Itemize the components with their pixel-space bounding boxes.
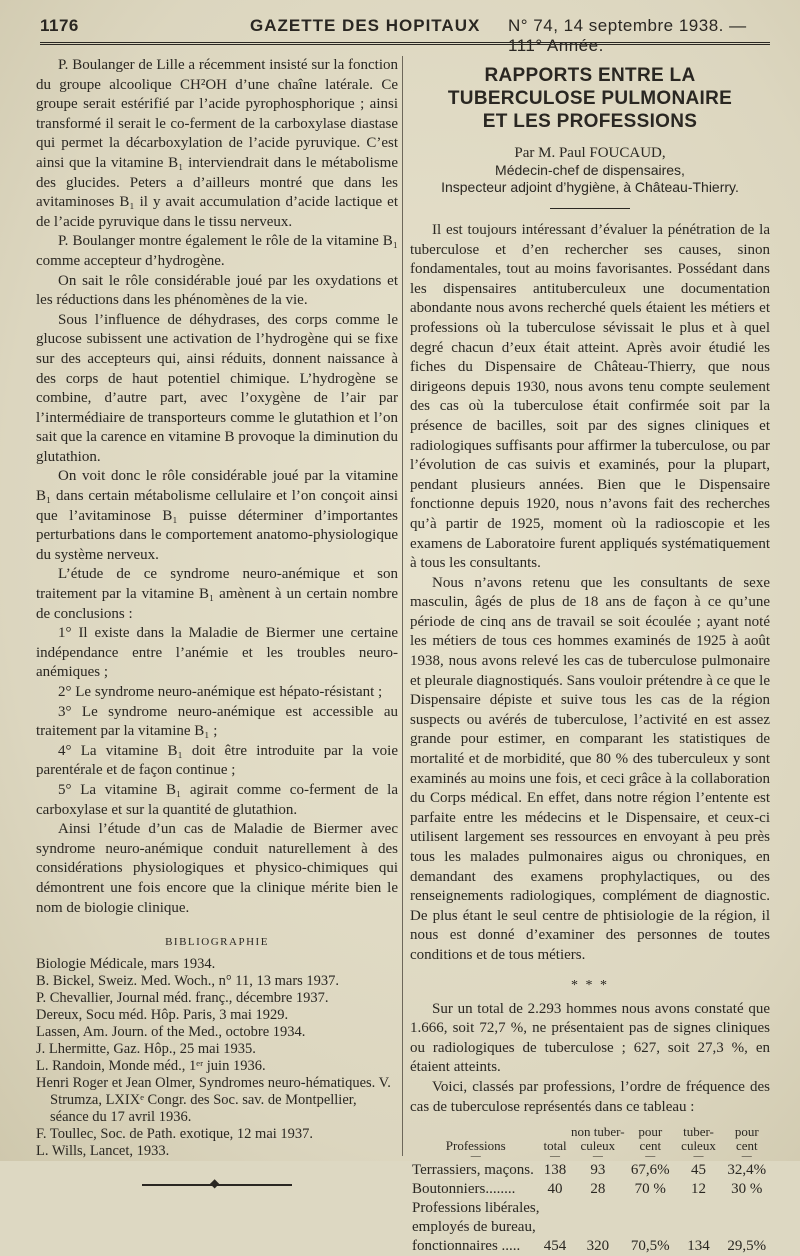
profession-table [410,1125,770,1256]
table-header-row [410,1125,770,1153]
conclusion-item: 1° Il existe dans la Maladie de Biermer une certaine indépendance entre l’anémie et les troubles neuro-anémiques ; [36,625,398,681]
table-cell: Professions libérales, [412,1200,540,1217]
table-cell: fonctionnaires ..... [412,1238,521,1255]
dash: — [693,1151,704,1163]
table-row [410,1161,770,1180]
dash: — [550,1151,561,1163]
table-cell: 45 [691,1162,706,1179]
table-header: non tuber-culeux [571,1124,625,1154]
table-cell: 93 [590,1162,606,1179]
paragraph: Nous n’avons retenu que les consultants de sexe masculin, âgés de plus de 18 ans de façon à ce qu’une période de cinq ans de travail se soit écoulée ; ayant noté les métiers de tous ces hommes examinés de 1925 à août 1938, nous avons relevé les cas de tuberculose pulmonaire et pleurale diagnostiqués. Sans vouloir prétendre à ce que le Dispensaire dépiste et suive tous les cas de la région suspects ou avérés de tuberculose, l’activité en est assez grande pour estimer, en comparant les statistiques de mortalité et de morbidité, que 80 % des tuberculeux y sont examinés au moins une fois, et ceci grâce à la collaboration du Corps médical. En effet, dans notre région l’entente est parfaite entre les médecins et le Dispensaire, et ceux-ci utilisent largement ses ressources en envoyant à peu près tous les malades pulmonaires aigus ou chroniques, en demandant des examens prophylactiques, ou des renseignements radiologiques, complément de diagnostic. De plus étant le seul centre de phtisiologie de la région, il nous est donné d’examiner des personnes de toutes conditions et de tous métiers. [410,574,770,963]
author-affiliation: Médecin-chef de dispensaires, [495,162,685,178]
paragraph: On voit donc le rôle considérable joué par la vitamine B₁ dans certain métabolisme cellulaire et l’on conçoit ainsi que l’avitaminose B₁ puisse déterminer d’importantes perturbations dans le comportement anatomo-physiologique du système nerveux. [36,468,398,563]
table-cell: Terrassiers, maçons. [412,1162,534,1179]
table-cell: 320 [586,1238,610,1255]
title-rule [550,208,630,209]
bibliography-entry: Henri Roger et Jean Olmer, Syndromes neuro-hématiques. V. Strumza, LXIXᵉ Congr. des Soc. sav. de Montpellier, séance du 17 avril 1936. [36,1075,391,1126]
bibliography-entry: P. Chevallier, Journal méd. franç., décembre 1937. [36,990,329,1007]
table-header: Professions [445,1138,506,1154]
paragraph: Ainsi l’étude d’un cas de Maladie de Biermer avec syndrome neuro-anémique conduit naturellement à des considérations physiologiques et physico-chimiques qui démontrent une fois encore que la clinique mérite bien le nom de biologie clinique. [36,821,398,916]
page-number: 1176 [40,16,79,35]
author-affiliation: Inspecteur adjoint d’hygiène, à Château-Thierry. [441,179,739,195]
bibliography-entry: L. Wills, Lancet, 1933. [36,1143,170,1160]
dash: — [592,1151,603,1163]
conclusion-item: 5° La vitamine B₁ agirait comme co-ferment de la carboxylase et sur la quantité de glutathion. [36,781,398,818]
end-ornament [142,1184,292,1186]
bibliography-entry: Dereux, Socu méd. Hôp. Paris, 3 mai 1929. [36,1007,289,1024]
right-column [410,56,770,1256]
article-title [410,64,770,133]
paragraph: L’étude de ce syndrome neuro-anémique et son traitement par la vitamine B₁ amènent à un certain nombre de conclusions : [36,566,398,622]
paragraph: P. Boulanger de Lille a récemment insisté sur la fonction du groupe alcoolique CH²OH d’une chaîne latérale. Ce groupe serait estérifié par l’acide pyrophosphorique ; ainsi transformé il serait le co-ferment de la carboxylase diastase qui permet la décarboxylation de l’acide pyruvique. C’est ainsi que la vitamine B₁ interviendrait dans le métabolisme des glucides. Peters a d’ailleurs montré que dans les avitaminoses B₁ il y avait accumulation d’acide lactique et de l’acide pyruvique dans le tissu nerveux. [36,57,398,230]
table-header: tuber-culeux [681,1124,716,1154]
column-divider [402,56,403,1156]
issue-info: N° 74, 14 septembre 1938. — 111° Année. [508,16,747,55]
journal-title: GAZETTE DES HOPITAUX [250,16,481,35]
table-header: pour cent [734,1124,759,1154]
table-cell: Boutonniers........ [412,1181,516,1198]
header-rule [40,42,770,45]
table-cell: 29,5% [727,1238,767,1255]
dash: — [741,1151,752,1163]
table-cell: 134 [687,1238,710,1255]
paragraph: On sait le rôle considérable joué par les oxydations et les réductions dans les phénomènes de la vie. [36,272,398,309]
table-cell: 40 [547,1181,563,1198]
bibliography-entry: L. Randoin, Monde méd., 1ᵉʳ juin 1936. [36,1058,266,1075]
table-cell: employés de bureau, [412,1219,536,1236]
table-cell: 138 [543,1162,567,1179]
left-column [36,56,398,1186]
table-row [410,1180,770,1199]
table-header: total [543,1138,567,1154]
table-cell: 454 [543,1238,567,1255]
table-row [410,1237,770,1256]
page-header [40,14,770,55]
table-cell: 12 [691,1181,706,1198]
table-header: pour cent [638,1124,663,1154]
table-cell: 70,5% [630,1238,670,1255]
bibliography-entry: Biologie Médicale, mars 1934. [36,956,216,973]
paragraph: P. Boulanger montre également le rôle de la vitamine B₁ comme accepteur d’hydrogène. [36,233,398,269]
table-cell: 30 % [731,1181,763,1198]
dash: — [470,1151,481,1163]
conclusion-item: 2° Le syndrome neuro-anémique est hépato-résistant ; [58,684,383,700]
paragraph: Voici, classés par professions, l’ordre de fréquence des cas de tuberculose représentés dans ce tableau : [410,1078,770,1115]
table-cell: 28 [590,1181,606,1198]
table-dash-row [410,1153,770,1161]
table-cell: 32,4% [727,1162,767,1179]
bibliography-entry: B. Bickel, Sweiz. Med. Woch., n° 11, 13 mars 1937. [36,973,340,990]
paragraph: Sous l’influence de déhydrases, des corps comme le glucose subissent une activation de l’hydrogène qui se fixe sur des accepteurs qui, ainsi réduits, donnent naissance à des corps de haut potentiel chimique. L’hydrogène se combine, d’autre part, avec l’oxygène de l’air par l’intermédiaire de transporteurs comme le glutathion et l’on sait que la carence en vitamine B provoque la diminution du glutathion. [36,311,398,465]
dash: — [645,1151,656,1163]
article-author: Par M. Paul FOUCAUD, [514,145,666,161]
article-title-line: RAPPORTS ENTRE LA TUBERCULOSE PULMONAIRE [447,65,733,109]
table-cell: 70 % [634,1181,666,1198]
table-row [410,1218,770,1237]
conclusion-item: 3° Le syndrome neuro-anémique est accessible au traitement par la vitamine B₁ ; [36,703,398,740]
conclusion-item: 4° La vitamine B₁ doit être introduite par la voie parentérale et de façon continue ; [36,742,398,779]
bibliography-entry: F. Toullec, Soc. de Path. exotique, 12 mai 1937. [36,1126,314,1143]
table-row [410,1199,770,1218]
bibliography-entry: J. Lhermitte, Gaz. Hôp., 25 mai 1935. [36,1041,256,1058]
paragraph: Il est toujours intéressant d’évaluer la pénétration de la tuberculose et d’en rechercher ses causes, sinon fondamentales, tout au moins favorisantes. Possédant dans les dispensaires antituberculeux une documentation abondante nous avons recherché quels étaient les métiers et professions où la tuberculose sévissait le plus et à quel degré chacun d’eux était atteint. Après avoir étudié les fiches du Dispensaire de Château-Thierry, que nous dirigeons depuis 1930, nous avons tenu compte seulement des cas où la tuberculose était confirmée soit par la présence de bacilles, soit par des signes cliniques et radiologiques suffisants pour affirmer la tuberculose, ou par l’évolution de cas suivis et examinés, pour la plupart, pendant plusieurs années. Bien que le Dispensaire fonctionne depuis 1920, nous n’avons fait des recherches qu’à partir de 1925, moment où la radioscopie et les examens de Laboratoire furent appliqués systématiquement à tous les consultants. [410,222,770,572]
section-separator: * * * [571,977,609,993]
bibliography-entry: Lassen, Am. Journ. of the Med., octobre 1934. [36,1024,306,1041]
table-cell: 67,6% [630,1162,670,1179]
article-title-line: ET LES PROFESSIONS [482,111,698,132]
paragraph: Sur un total de 2.293 hommes nous avons constaté que 1.666, soit 72,7 %, ne présentaient pas de signes cliniques ou radiologiques de tuberculose ; 627, soit 27,3 %, en étaient atteints. [410,1000,770,1076]
bibliography-heading: BIBLIOGRAPHIE [165,936,269,949]
